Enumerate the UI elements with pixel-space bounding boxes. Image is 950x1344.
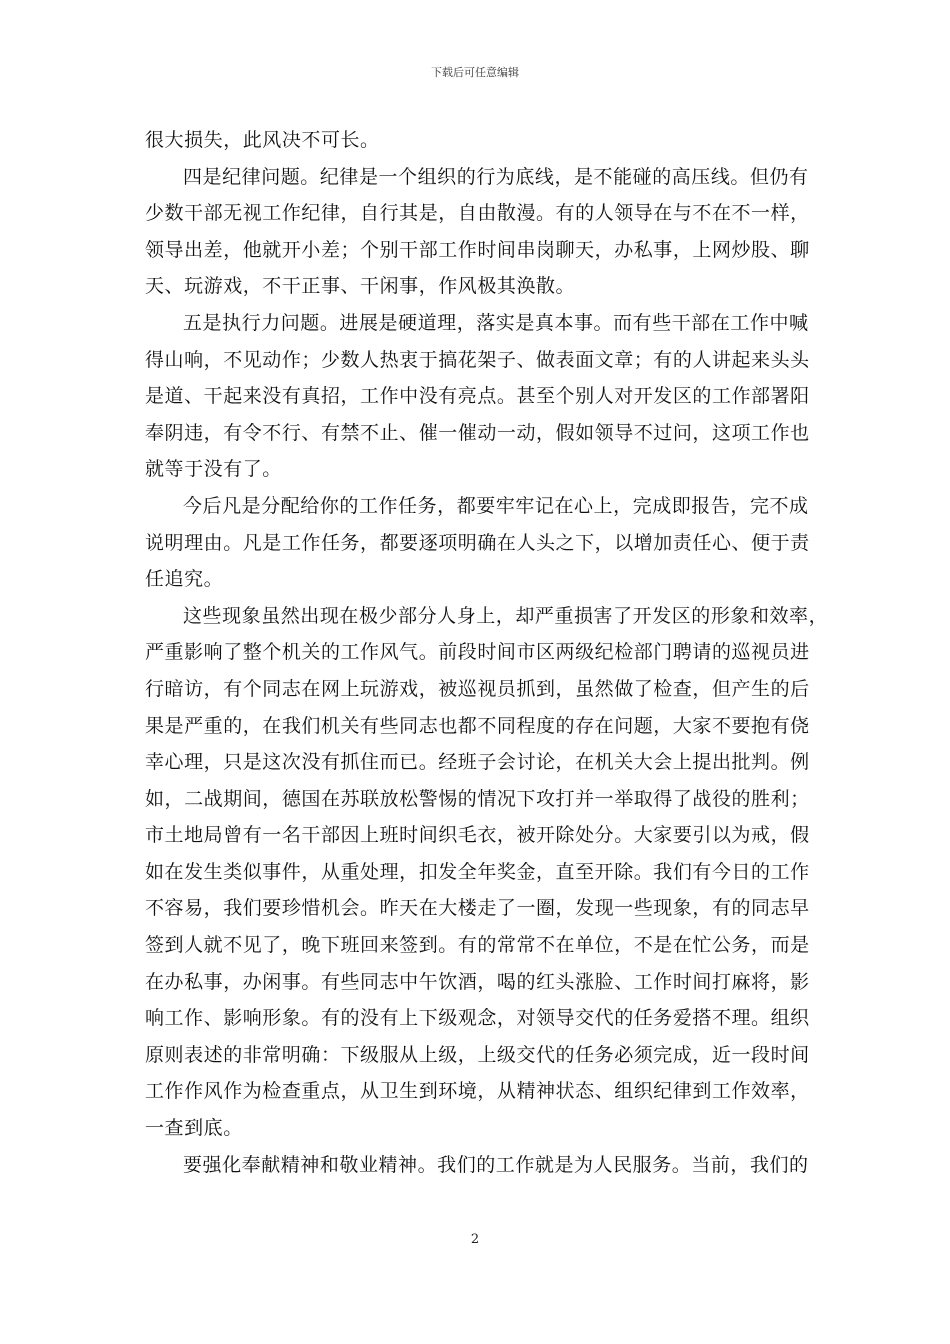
text-line: 任追究。 xyxy=(145,568,224,591)
paragraph-start-line: 要强化奉献精神和敬业精神。我们的工作就是为人民服务。当前，我们的 xyxy=(183,1153,809,1176)
paragraph-start-line: 四是纪律问题。纪律是一个组织的行为底线，是不能碰的高压线。但仍有 xyxy=(183,165,809,188)
text-line: 少数干部无视工作纪律，自行其是，自由散漫。有的人领导在与不在不一样， xyxy=(145,202,810,225)
text-line: 市土地局曾有一名干部因上班时间织毛衣，被开除处分。大家要引以为戒，假 xyxy=(145,824,810,847)
text-line: 很大损失，此风决不可长。 xyxy=(145,129,380,151)
text-line: 奉阴违，有令不行、有禁不止、催一催动一动，假如领导不过问，这项工作也 xyxy=(145,421,810,444)
paragraph-start-line: 这些现象虽然出现在极少部分人身上，却严重损害了开发区的形象和效率， xyxy=(183,604,829,627)
text-line: 天、玩游戏，不干正事、干闲事，作风极其涣散。 xyxy=(145,275,576,298)
text-line: 工作作风作为检查重点，从卫生到环境，从精神状态、组织纪律到工作效率， xyxy=(145,1080,810,1103)
page-header: 下载后可任意编辑 xyxy=(431,66,519,79)
paragraph-start-line: 今后凡是分配给你的工作任务，都要牢牢记在心上，完成即报告，完不成 xyxy=(183,494,809,517)
text-line: 得山响，不见动作；少数人热衷于搞花架子、做表面文章；有的人讲起来头头 xyxy=(145,348,810,371)
text-line: 严重影响了整个机关的工作风气。前段时间市区两级纪检部门聘请的巡视员进 xyxy=(145,641,810,664)
text-line: 如在发生类似事件，从重处理，扣发全年奖金，直至开除。我们有今日的工作 xyxy=(145,860,810,883)
text-line: 在办私事，办闲事。有些同志中午饮酒，喝的红头涨脸、工作时间打麻将，影 xyxy=(145,970,810,993)
text-line: 就等于没有了。 xyxy=(145,458,282,481)
document-body xyxy=(145,122,829,1183)
text-line: 果是严重的，在我们机关有些同志也都不同程度的存在问题，大家不要抱有侥 xyxy=(145,714,810,737)
text-line: 幸心理，只是这次没有抓住而已。经班子会讨论，在机关大会上提出批判。例 xyxy=(145,751,810,774)
text-line: 一查到底。 xyxy=(145,1117,243,1140)
text-line: 领导出差，他就开小差；个别干部工作时间串岗聊天，办私事，上网炒股、聊 xyxy=(145,238,810,261)
text-line: 原则表述的非常明确：下级服从上级，上级交代的任务必须完成，近一段时间 xyxy=(145,1043,810,1066)
text-line: 不容易，我们要珍惜机会。昨天在大楼走了一圈，发现一些现象，有的同志早 xyxy=(145,897,810,920)
text-line: 响工作、影响形象。有的没有上下级观念，对领导交代的任务爱搭不理。组织 xyxy=(145,1007,810,1030)
text-line: 行暗访，有个同志在网上玩游戏，被巡视员抓到，虽然做了检查，但产生的后 xyxy=(145,677,810,700)
text-line: 签到人就不见了，晚下班回来签到。有的常常不在单位，不是在忙公务，而是 xyxy=(145,934,810,957)
text-line: 如，二战期间，德国在苏联放松警惕的情况下攻打并一举取得了战役的胜利； xyxy=(145,787,810,810)
text-line: 是道、干起来没有真招，工作中没有亮点。甚至个别人对开发区的工作部署阳 xyxy=(145,385,810,408)
page-number: 2 xyxy=(470,1232,480,1247)
paragraph-start-line: 五是执行力问题。进展是硬道理，落实是真本事。而有些干部在工作中喊 xyxy=(183,311,809,334)
text-line: 说明理由。凡是工作任务，都要逐项明确在人头之下，以增加责任心、便于责 xyxy=(145,531,810,554)
